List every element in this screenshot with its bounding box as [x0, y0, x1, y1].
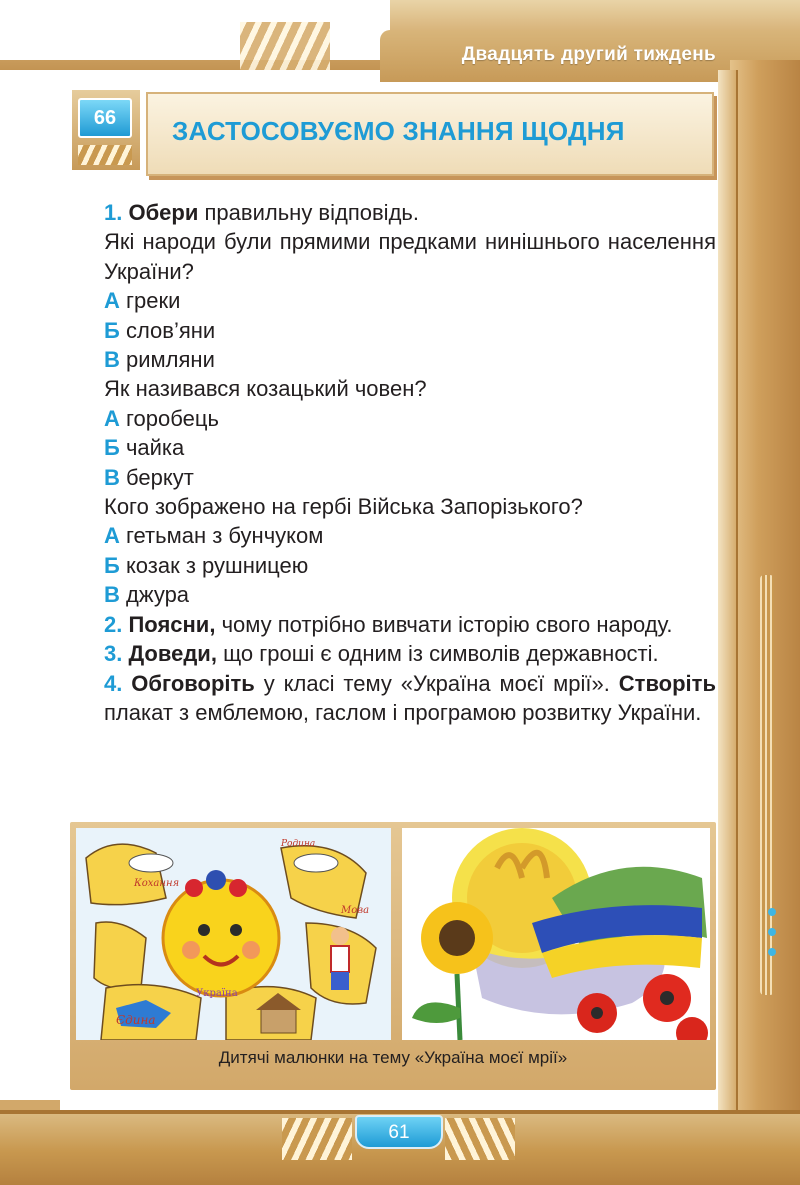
option-letter: Б [104, 317, 120, 343]
task-verb: Обговоріть [131, 670, 255, 696]
answer-option [70, 345, 716, 374]
dot-icon [768, 948, 776, 956]
option-text: гетьман з бунчуком [126, 523, 324, 549]
answer-option [70, 433, 716, 462]
frame-bottom-line [0, 1110, 800, 1114]
dot-icon [768, 908, 776, 916]
task-1-heading [70, 198, 716, 227]
task-text: чому потрібно вивчати історію свого народу. [221, 611, 673, 637]
sun-drawing-icon [76, 828, 391, 1040]
answer-option [70, 286, 716, 315]
option-letter: Б [104, 552, 120, 578]
task-number: 3. [104, 641, 123, 667]
drawing-word: Кохання [134, 878, 180, 889]
drawing-word: Єдина [116, 1013, 156, 1027]
question-1: Які народи були прямими предками нинішнього населення України? [104, 229, 716, 284]
option-letter: В [104, 464, 120, 490]
task-verb: Доведи, [128, 641, 217, 667]
option-letter: А [104, 405, 120, 431]
lesson-number: 66 [78, 98, 132, 138]
lesson-decor-stripes [78, 145, 132, 165]
task-number: 2. [104, 611, 123, 637]
dot-icon [768, 928, 776, 936]
task-text: плакат з емблемою, гаслом і програмою розвитку України. [104, 699, 702, 725]
frame-decor-stripes [445, 1118, 515, 1160]
task-4 [70, 669, 716, 728]
drawing-word: Родина [281, 839, 316, 849]
answer-option [70, 463, 716, 492]
page-number: 61 [355, 1115, 443, 1149]
answer-option [70, 551, 716, 580]
task-number: 4. [104, 670, 123, 696]
week-title: Двадцять другий тиждень [461, 44, 716, 65]
drawing-word: Мова [341, 905, 370, 916]
sunflower-drawing-icon [402, 828, 710, 1040]
lesson-title: ЗАСТОСОВУЄМО ЗНАННЯ ЩОДНЯ [172, 116, 625, 146]
drawing-sun-poster [76, 828, 391, 1040]
option-text: слов’яни [125, 317, 216, 343]
option-text: горобець [126, 405, 219, 431]
answer-option [70, 521, 716, 550]
option-text: джура [126, 582, 190, 608]
option-text: римляни [126, 347, 215, 373]
question-3: Кого зображено на гербі Війська Запорізького? [104, 494, 583, 520]
drawing-ukraine-dream [402, 828, 710, 1040]
task-2 [70, 610, 716, 639]
task-content [70, 198, 716, 727]
task-verb: Поясни, [128, 611, 216, 637]
pictures-caption: Дитячі малюнки на тему «Україна моєї мрії» [218, 1048, 568, 1067]
answer-option [70, 404, 716, 433]
task-text: що гроші є одним із символів державності. [223, 641, 659, 667]
option-text: козак з рушницею [125, 552, 309, 578]
task-text: у класі тему «Україна моєї мрії». [263, 670, 610, 696]
frame-decor-stripes [282, 1118, 352, 1160]
option-letter: Б [104, 435, 120, 461]
task-verb: Створіть [618, 670, 716, 696]
answer-option [70, 580, 716, 609]
answer-option [70, 316, 716, 345]
frame-right-edge [718, 70, 738, 1110]
option-letter: В [104, 582, 120, 608]
option-letter: В [104, 347, 120, 373]
frame-decor-stripes [240, 22, 330, 70]
option-text: чайка [125, 435, 185, 461]
option-letter: А [104, 288, 120, 314]
task-verb: Обери [128, 200, 199, 225]
drawing-word: Україна [196, 988, 238, 999]
task-number: 1. [104, 200, 123, 225]
option-text: беркут [126, 464, 194, 490]
option-text: греки [126, 288, 181, 314]
task-3 [70, 639, 716, 668]
question-2: Як називався козацький човен? [104, 376, 427, 402]
task-text: правильну відповідь. [204, 200, 419, 225]
frame-top-cutout [0, 0, 390, 60]
option-letter: А [104, 523, 120, 549]
